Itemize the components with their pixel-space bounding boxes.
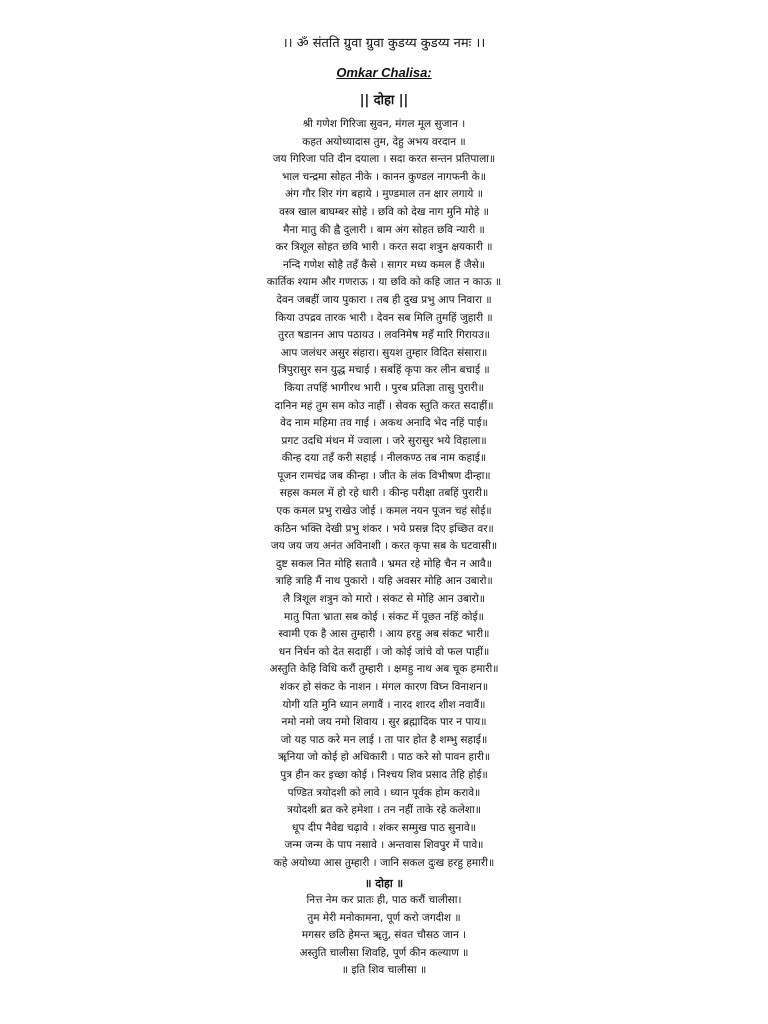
verse-line: किया तपहिं भागीरथ भारी । पुरब प्रतिज्ञा तासु पुरारी॥ [284, 381, 484, 394]
verse-line: कर त्रिशूल सोहत छवि भारी । करत सदा शत्रुन क्षयकारी ॥ [275, 241, 493, 254]
verse-line: जय जय जय अनंत अविनाशी । करत कृपा सब के घटवासी॥ [270, 540, 498, 553]
verse-line: कार्तिक श्याम और गणराऊ । या छवि को कहि जात न काऊ ॥ [266, 276, 502, 289]
verse-line: सहस कमल में हो रहे धारी । कीन्ह परीक्षा तबहिं पुरारी॥ [279, 487, 489, 500]
closing-line: तुम मेरी मनोकामना, पूर्ण करो जगदीश ॥ [307, 911, 461, 924]
doha-heading-opening: || दोहा || [359, 93, 409, 108]
verse-line: पण्डित त्रयोदशी को लावे । ध्यान पूर्वक होम करावे॥ [287, 786, 481, 799]
verse-line: मातु पिता भ्राता सब कोई । संकट में पूछत नहिं कोई॥ [284, 610, 484, 623]
verse-line: लै त्रिशूल शत्रुन को मारो । संकट से मोहि आन उबारो॥ [283, 593, 485, 606]
verse-line: नन्दि गणेश सोहै तहँ कैसे । सागर मध्य कमल हैं जैसे॥ [282, 258, 486, 271]
verse-line: स्वामी एक है आस तुम्हारी । आय हरहु अब संकट भारी॥ [278, 628, 490, 641]
verse-line: त्राहि त्राहि मैं नाथ पुकारो । यहि अवसर मोहि आन उबारो॥ [275, 575, 493, 588]
verse-line: ॠनिया जो कोई हो अधिकारी । पाठ करे सो पावन हारी॥ [277, 751, 491, 764]
verse-line: मैना मातु की ह्वै दुलारी । बाम अंग सोहत छवि न्यारी ॥ [283, 223, 485, 236]
verse-line: नमो नमो जय नमो शिवाय । सुर ब्रह्मादिक पार न पाय॥ [281, 716, 487, 729]
verse-line: जन्म जन्म के पाप नसावे । अन्तवास शिवपुर में पावे॥ [284, 839, 484, 852]
verse-line: त्रयोदशी ब्रत करे हमेशा । तन नहीं ताके रहे कलेशा॥ [286, 804, 482, 817]
verse-line: धूप दीप नैवेद्य चढ़ावे । शंकर सम्मुख पाठ सुनावे॥ [292, 821, 476, 834]
verse-line: पुत्र हीन कर इच्छा कोई । निश्चय शिव प्रसाद तेहि होई॥ [280, 768, 488, 781]
doha-heading-closing: ॥ दोहा ॥ [364, 877, 404, 890]
verse-line: दुष्ट सकल नित मोहि सतावै । भ्रमत रहे मोहि चैन न आवै॥ [275, 557, 493, 570]
invocation-line: ।। ॐ संतति ग्रुवा ग्रुवा कुडय्य कुडय्य नमः ।। [282, 36, 486, 51]
verse-line: दानिन महं तुम सम कोउ नाहीं । सेवक स्तुति करत सदाहीं॥ [274, 399, 494, 412]
verse-line: कीन्ह दया तहँ करी सहाई । नीलकण्ठ तब नाम कहाई॥ [281, 452, 487, 465]
verse-line: अस्तुति केहि विधि करौं तुम्हारी । क्षमहु नाथ अब चूक हमारी॥ [269, 663, 499, 676]
verse-line: तुरत षडानन आप पठायउ । लवनिमेष महँ मारि गिरायउ॥ [278, 329, 490, 342]
verse-line: किया उपद्रव तारक भारी । देवन सब मिलि तुमहिं जुहारी ॥ [275, 311, 493, 324]
verse-line: त्रिपुरासुर सन युद्ध मचाई । सबहिं कृपा कर लीन बचाई ॥ [278, 364, 490, 377]
verse-line: एक कमल प्रभु राखेउ जोई । कमल नयन पूजन चहं सोई॥ [276, 505, 492, 518]
verse-line: जो यह पाठ करे मन लाई । ता पार होत है शम्भु सहाई॥ [280, 733, 488, 746]
verse-line: श्री गणेश गिरिजा सुवन, मंगल मूल सुजान । [302, 118, 466, 130]
page-title: Omkar Chalisa: [336, 65, 432, 80]
verse-line: कहत अयोध्यादास तुम, देहु अभय वरदान ॥ [302, 135, 466, 148]
closing-line: ॥ इति शिव चालीसा ॥ [341, 964, 427, 977]
verse-line: पूजन रामचंद्र जब कीन्हा । जीत के लंक विभीषण दीन्हा॥ [277, 469, 491, 482]
verse-line: वस्त्र खाल बाघम्बर सोहे । छवि को देख नाग मुनि मोहे ॥ [279, 205, 489, 218]
verse-line: योगी यति मुनि ध्यान लगावैं । नारद शारद शीश नवावैं॥ [282, 698, 486, 711]
closing-block [0, 892, 768, 980]
verse-line: भाल चन्द्रमा सोहत नीके । कानन कुण्डल नागफनी के॥ [281, 170, 487, 183]
closing-line: मगसर छठि हेमन्त ॠतु, संवत चौसठ जान । [301, 929, 467, 942]
verse-line: धन निर्धन को देत सदाहीं । जो कोई जांचे वो फल पाहीं॥ [278, 645, 490, 658]
verse-line: देवन जबहीं जाय पुकारा । तब ही दुख प्रभु आप निवारा ॥ [276, 293, 492, 306]
verse-line: आप जलंधर असुर संहारा। सुयश तुम्हार विदित संसारा॥ [280, 346, 488, 359]
closing-line: नित्त नेम कर प्रातः ही, पाठ करौं चालीसा। [306, 894, 462, 906]
verse-line: वेद नाम महिमा तव गाई । अकथ अनादि भेद नहिं पाई॥ [280, 417, 488, 430]
verse-line: प्रगट उदधि मंथन में ज्वाला । जरे सुरासुर भये विहाला॥ [281, 434, 487, 447]
verse-line: शंकर हो संकट के नाशन । मंगल कारण विघ्न विनाशन॥ [279, 681, 489, 693]
verse-line: अंग गौर शिर गंग बहाये । मुण्डमाल तन क्षार लगाये ॥ [284, 188, 484, 201]
verse-block [0, 116, 768, 873]
verse-line: जय गिरिजा पति दीन दयाला । सदा करत सन्तन प्रतिपाला॥ [272, 153, 496, 166]
verse-line: कहे अयोध्या आस तुम्हारी । जानि सकल दुःख हरहु हमारी॥ [273, 856, 495, 869]
closing-line: अस्तुति चालीसा शिवहि, पूर्ण कीन कल्याण ॥ [299, 946, 469, 959]
verse-line: कठिन भक्ति देखी प्रभु शंकर । भये प्रसन्न दिए इच्छित वर॥ [274, 522, 494, 535]
